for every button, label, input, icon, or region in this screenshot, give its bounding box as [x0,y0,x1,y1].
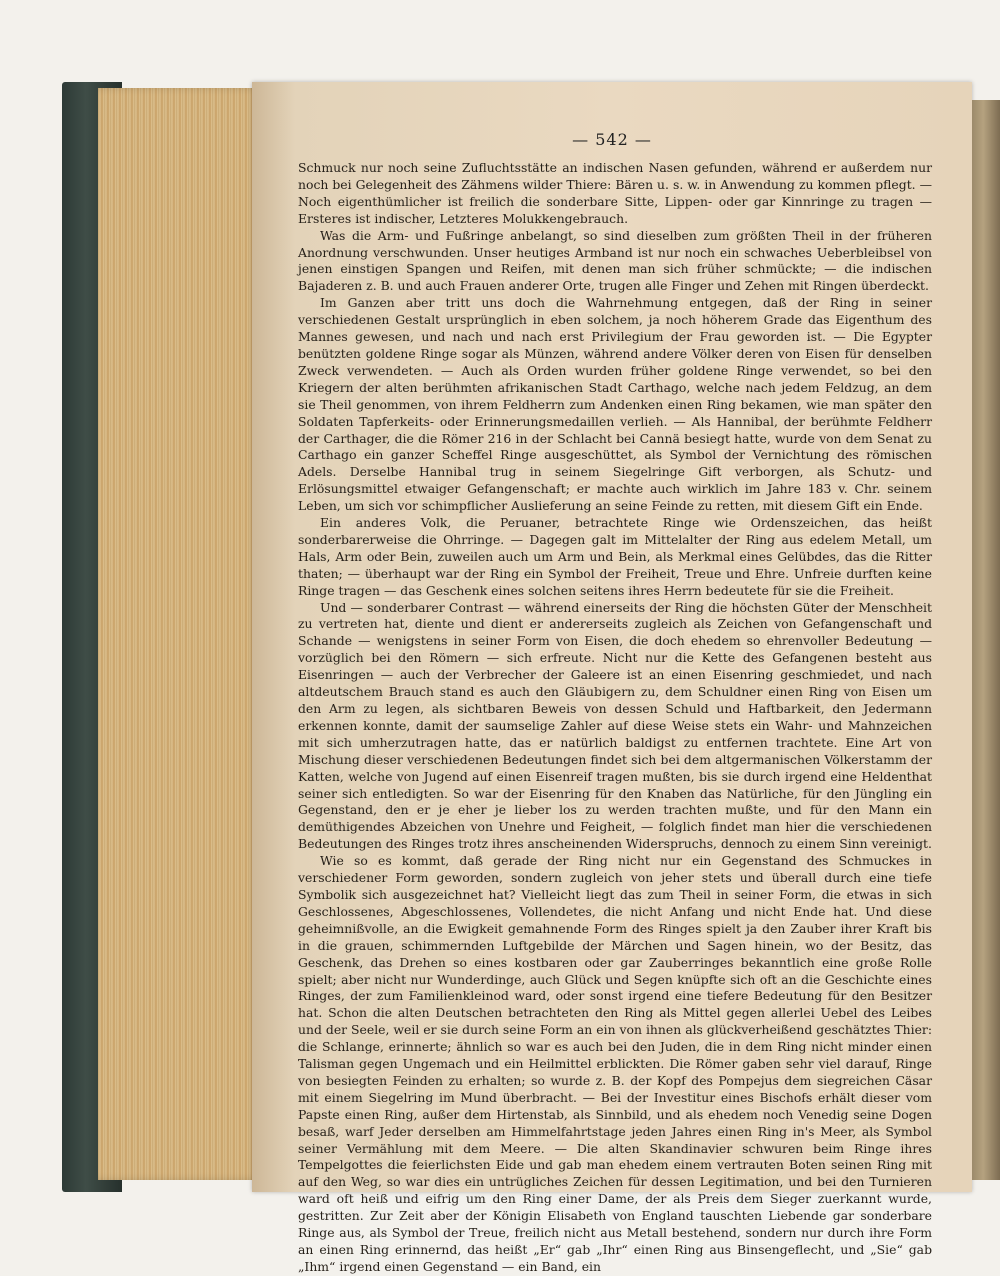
page-text [298,160,932,1276]
page-edges [98,88,268,1180]
next-page-edge [972,100,1000,1180]
paragraph: Wie so es kommt, daß gerade der Ring nicht nur ein Gegenstand des Schmuckes in verschiedener Form geworden, sondern zugleich von jeher stets und überall durch eine tiefe Symbolik sich ausgezeichnet hat? Vielleicht liegt das zum Theil in seiner Form, die etwas in sich Geschlossenes, Abgeschlossenes, Vollendetes, die nicht Anfang und nicht Ende hat. Und diese geheimnißvolle, an die Ewigkeit gemahnende Form des Ringes spielt ja den Zauber ihrer Kraft bis in die grauen, schimmernden Luftgebilde der Märchen und Sagen hinein, wo der Besitz, das Geschenk, das Drehen so eines kostbaren oder gar Zauberringes bekanntlich eine große Rolle spielt; aber nicht nur Wunderdinge, auch Glück und Segen knüpfte sich oft an die Geschichte eines Ringes, der zum Familienkleinod ward, oder sonst irgend eine tiefere Bedeutung für den Besitzer hat. Schon die alten Deutschen betrachteten den Ring als Mittel gegen allerlei Uebel des Leibes und der Seele, weil er sie durch seine Form an ein von ihnen als glückverheißend geschätztes Thier: die Schlange, erinnerte; ähnlich so war es auch bei den Juden, die in dem Ring nicht minder einen Talisman gegen Ungemach und ein Heilmittel erblickten. Die Römer gaben sehr viel darauf, Ringe von besiegten Feinden zu erhalten; so wurde z. B. der Kopf des Pompejus dem siegreichen Cäsar mit einem Siegelring im Mund überbracht. — Bei der Investitur eines Bischofs erhält dieser vom Papste einen Ring, außer dem Hirtenstab, als Sinnbild, und als ehedem noch Venedig seine Dogen besaß, warf Jeder derselben am Himmelfahrtstage jeden Jahres einen Ring in's Meer, als Symbol seiner Vermählung mit dem Meere. — Die alten Skandinavier schwuren beim Ringe ihres Tempelgottes die feierlichsten Eide und gab man ehedem einem vertrauten Boten seinen Ring mit auf den Weg, so war dies ein untrügliches Zeichen für dessen Legitimation, und bei den Turnieren ward oft heiß und eifrig um den Ring einer Dame, der als Preis dem Sieger zuerkannt wurde, gestritten. Zur Zeit aber der Königin Elisabeth von England tauschten Liebende gar sonderbare Ringe aus, als Symbol der Treue, freilich nicht aus Metall bestehend, sondern nur durch ihre Form an einen Ring erinnernd, das heißt „Er“ gab „Ihr“ einen Ring aus Binsengeflecht, und „Sie“ gab „Ihm“ irgend einen Gegenstand — ein Band, ein [298,853,932,1274]
paragraph: Und — sonderbarer Contrast — während einerseits der Ring die höchsten Güter der Menschheit zu vertreten hat, diente und dient er andererseits zugleich als Zeichen von Gefangenschaft und Schande — wenigstens in seiner Form von Eisen, die doch ehedem so ehrenvoller Bedeutung — vorzüglich bei den Römern — sich erfreute. Nicht nur die Kette des Gefangenen besteht aus Eisenringen — auch der Verbrecher der Galeere ist an einen Eisenring geschmiedet, und nach altdeutschem Brauch stand es auch den Gläubigern zu, dem Schuldner einen Ring von Eisen um den Arm zu legen, als sichtbaren Beweis von dessen Schuld und Haftbarkeit, den Jedermann erkennen konnte, damit der saumselige Zahler auf diese Weise stets ein Wahr- und Mahnzeichen mit sich umherzutragen hatte, das er natürlich baldigst zu entfernen trachtete. Eine Art von Mischung dieser verschiedenen Bedeutungen findet sich bei dem altgermanischen Völkerstamm der Katten, welche von Jugend auf einen Eisenreif tragen mußten, bis sie durch irgend eine Heldenthat seiner sich entledigten. So war der Eisenring für den Knaben das Natürliche, für den Jüngling ein Gegenstand, den er je eher je lieber los zu werden trachten mußte, und für den Mann ein demüthigendes Abzeichen von Unehre und Feigheit, — folglich findet man hier die verschiedenen Bedeutungen des Ringes trotz ihres anscheinenden Widerspruchs, dennoch zu einem Sinn vereinigt. [298,599,932,852]
paragraph: Schmuck nur noch seine Zufluchtsstätte an indischen Nasen gefunden, während er außerdem nur noch bei Gelegenheit des Zähmens wilder Thiere: Bären u. s. w. in Anwendung zu kommen pflegt. — Noch eigenthümlicher ist freilich die sonderbare Sitte, Lippen- oder gar Kinnringe zu tragen — Ersteres ist indischer, Letzteres Molukkengebrauch. [298,160,932,226]
paragraph: Ein anderes Volk, die Peruaner, betrachtete Ringe wie Ordenszeichen, das heißt sonderbarerweise die Ohrringe. — Dagegen galt im Mittelalter der Ring aus edelem Metall, um Hals, Arm oder Bein, zuweilen auch um Arm und Bein, als Merkmal eines Gelübdes, das die Ritter thaten; — überhaupt war der Ring ein Symbol der Freiheit, Treue und Ehre. Unfreie durften keine Ringe tragen — das Geschenk eines solchen seitens ihres Herrn bedeutete für sie die Freiheit. [298,515,932,598]
book-page [252,82,972,1274]
paragraph: Was die Arm- und Fußringe anbelangt, so sind dieselben zum größten Theil in der früheren Anordnung verschwunden. Unser heutiges Armband ist nur noch ein schwaches Ueberbleibsel von jenen einstigen Spangen und Reifen, mit denen man sich früher schmückte; — die indischen Bajaderen z. B. und auch Frauen anderer Orte, trugen alle Finger und Zehen mit Ringen überdeckt. [298,227,932,294]
paragraph: Im Ganzen aber tritt uns doch die Wahrnehmung entgegen, daß der Ring in seiner verschiedenen Gestalt ursprünglich in eben solchem, ja noch höherem Grade das Eigenthum des Mannes gewesen, und nach und nach erst Privilegium der Frau geworden ist. — Die Egypter benützten goldene Ringe sogar als Münzen, während andere Völker deren von Eisen für denselben Zweck verwendeten. — Auch als Orden wurden früher goldene Ringe verwendet, so bei den Kriegern der alten berühmten afrikanischen Stadt Carthago, welche nach jedem Feldzug, an dem sie Theil genommen, von ihrem Feldherrn zum Andenken einen Ring bekamen, wie man später den Soldaten Tapferkeits- oder Erinnerungsmedaillen verlieh. — Als Hannibal, der berühmte Feldherr der Carthager, die die Römer 216 in der Schlacht bei Cannä besiegt hatte, wurde von dem Senat zu Carthago ein ganzer Scheffel Ringe ausgeschüttet, als Symbol der Vernichtung des römischen Adels. Derselbe Hannibal trug in seinem Siegelringe Gift verborgen, als Schutz- und Erlösungsmittel etwaiger Gefangenschaft; er machte auch wirklich im Jahre 183 v. Chr. seinem Leben, um sich vor schimpflicher Auslieferung an seine Feinde zu retten, mit diesem Gift ein Ende. [298,295,932,514]
page-number: — 542 — [572,130,652,149]
open-book [62,82,1000,1274]
